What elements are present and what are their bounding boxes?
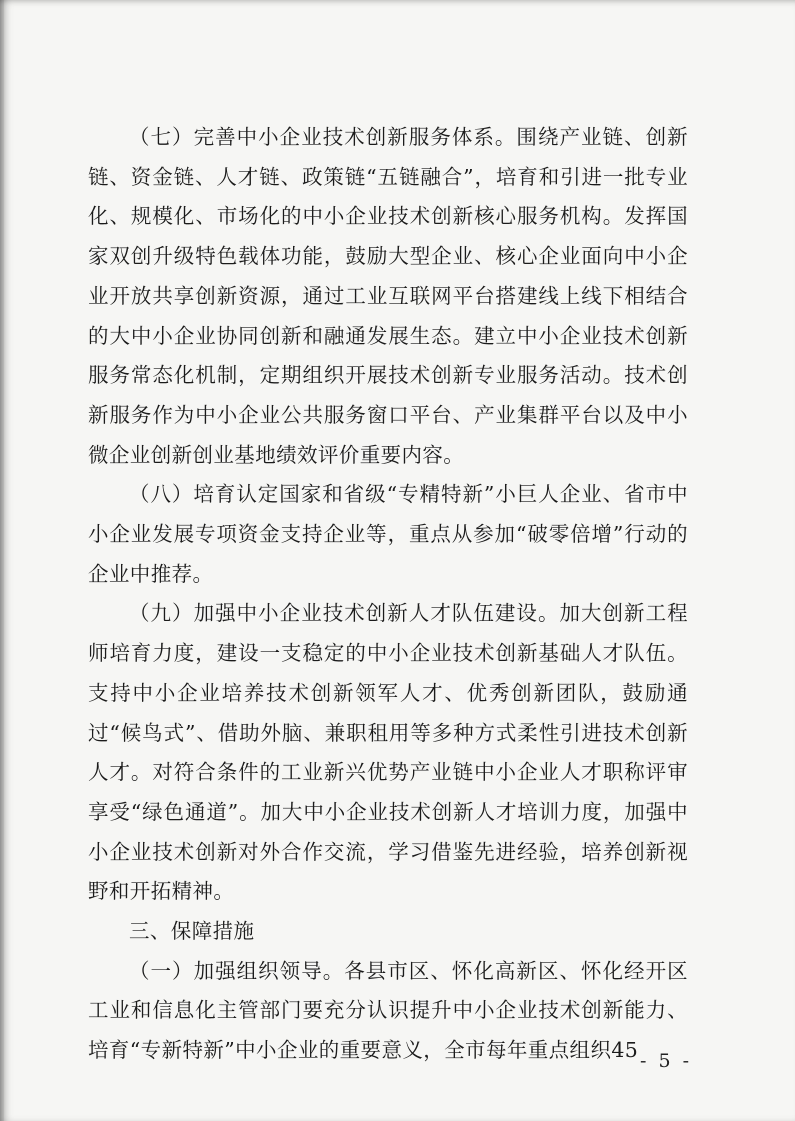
scan-edge-shadow — [0, 0, 4, 1121]
document-body — [88, 118, 688, 1071]
paragraph-8: （八）培育认定国家和省级“专精特新”小巨人企业、省市中小企业发展专项资金支持企业等，重点从参加“破零倍增”行动的企业中推荐。 — [88, 482, 688, 586]
page-number: - 5 - — [640, 1050, 693, 1072]
paragraph-9: （九）加强中小企业技术创新人才队伍建设。加大创新工程师培育力度，建设一支稳定的中小企业技术创新基础人才队伍。支持中小企业培养技术创新领军人才、优秀创新团队，鼓励通过“候鸟式”、借助外脑、兼职租用等多种方式柔性引进技术创新人才。对符合条件的工业新兴优势产业链中小企业人才职称评审享受“绿色通道”。加大中小企业技术创新人才培训力度，加强中小企业技术创新对外合作交流，学习借鉴先进经验，培养创新视野和开拓精神。 — [88, 601, 688, 904]
paragraph-section3-1: （一）加强组织领导。各县市区、怀化高新区、怀化经开区工业和信息化主管部门要充分认识提升中小企业技术创新能力、培育“专新特新”中小企业的重要意义，全市每年重点组织45 — [88, 958, 688, 1063]
paragraph-7: （七）完善中小企业技术创新服务体系。围绕产业链、创新链、资金链、人才链、政策链“五链融合”，培育和引进一批专业化、规模化、市场化的中小企业技术创新核心服务机构。发挥国家双创升级特色载体功能，鼓励大型企业、核心企业面向中小企业开放共享创新资源，通过工业互联网平台搭建线上线下相结合的大中小企业协同创新和融通发展生态。建立中小企业技术创新服务常态化机制，定期组织开展技术创新专业服务活动。技术创新服务作为中小企业公共服务窗口平台、产业集群平台以及中小微企业创新创业基地绩效评价重要内容。 — [88, 125, 688, 467]
section-heading: 三、保障措施 — [129, 919, 255, 944]
